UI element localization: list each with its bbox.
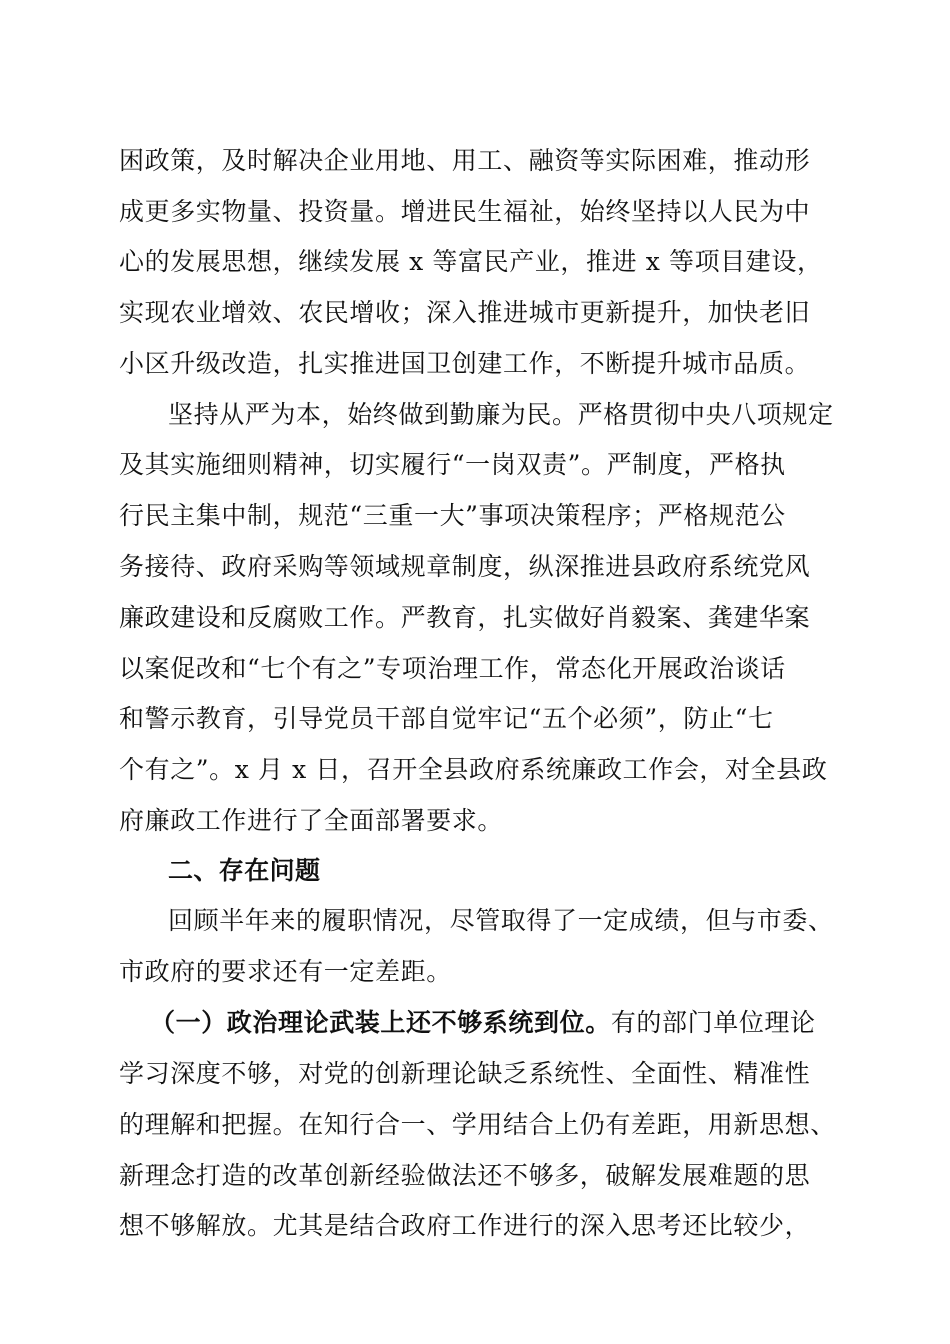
paragraph-line: 廉政建设和反腐败工作。严教育，扎实做好肖毅案、龚建华案 bbox=[119, 603, 811, 632]
paragraph-line: 务接待、政府采购等领域规章制度，纵深推进县政府系统党风 bbox=[119, 552, 811, 581]
paragraph-line: 以案促改和“七个有之”专项治理工作，常态化开展政治谈话 bbox=[119, 654, 786, 683]
paragraph-line: 新理念打造的改革创新经验做法还不够多，破解发展难题的思 bbox=[119, 1161, 811, 1190]
subsection-heading: （一）政治理论武装上还不够系统到位。 bbox=[150, 1008, 611, 1037]
section-heading: 二、存在问题 bbox=[168, 856, 321, 885]
paragraph-text: 有的部门单位理论 bbox=[610, 1008, 816, 1037]
paragraph-line: 和警示教育，引导党员干部自觉牢记“五个必须”，防止“七 bbox=[119, 704, 774, 733]
subsection-line bbox=[150, 1001, 850, 1045]
paragraph-line: 市政府的要求还有一定差距。 bbox=[119, 957, 452, 986]
paragraph-line: 学习深度不够，对党的创新理论缺乏系统性、全面性、精准性 bbox=[119, 1059, 811, 1088]
paragraph-line: 行民主集中制，规范“三重一大”事项决策程序；严格规范公 bbox=[119, 501, 786, 530]
paragraph-line: 小区升级改造，扎实推进国卫创建工作，不断提升城市品质。 bbox=[119, 349, 811, 378]
paragraph-line: 心的发展思想，继续发展 x 等富民产业，推进 x 等项目建设， bbox=[119, 247, 823, 276]
paragraph-line: 想不够解放。尤其是结合政府工作进行的深入思考还比较少， bbox=[119, 1211, 811, 1240]
paragraph-line: 困政策，及时解决企业用地、用工、融资等实际困难，推动形 bbox=[119, 146, 811, 175]
paragraph-line: 坚持从严为本，始终做到勤廉为民。严格贯彻中央八项规定 bbox=[168, 400, 834, 429]
paragraph-line: 个有之”。x 月 x 日，召开全县政府系统廉政工作会，对全县政 bbox=[119, 755, 828, 784]
paragraph-line: 的理解和把握。在知行合一、学用结合上仍有差距，用新思想、 bbox=[119, 1110, 836, 1139]
paragraph-line: 成更多实物量、投资量。增进民生福祉，始终坚持以人民为中 bbox=[119, 197, 811, 226]
paragraph-line: 实现农业增效、农民增收；深入推进城市更新提升，加快老旧 bbox=[119, 298, 811, 327]
paragraph-line: 府廉政工作进行了全面部署要求。 bbox=[119, 806, 504, 835]
paragraph-line: 回顾半年来的履职情况，尽管取得了一定成绩，但与市委、 bbox=[168, 906, 834, 935]
paragraph-line: 及其实施细则精神，切实履行“一岗双责”。严制度，严格执 bbox=[119, 450, 786, 479]
